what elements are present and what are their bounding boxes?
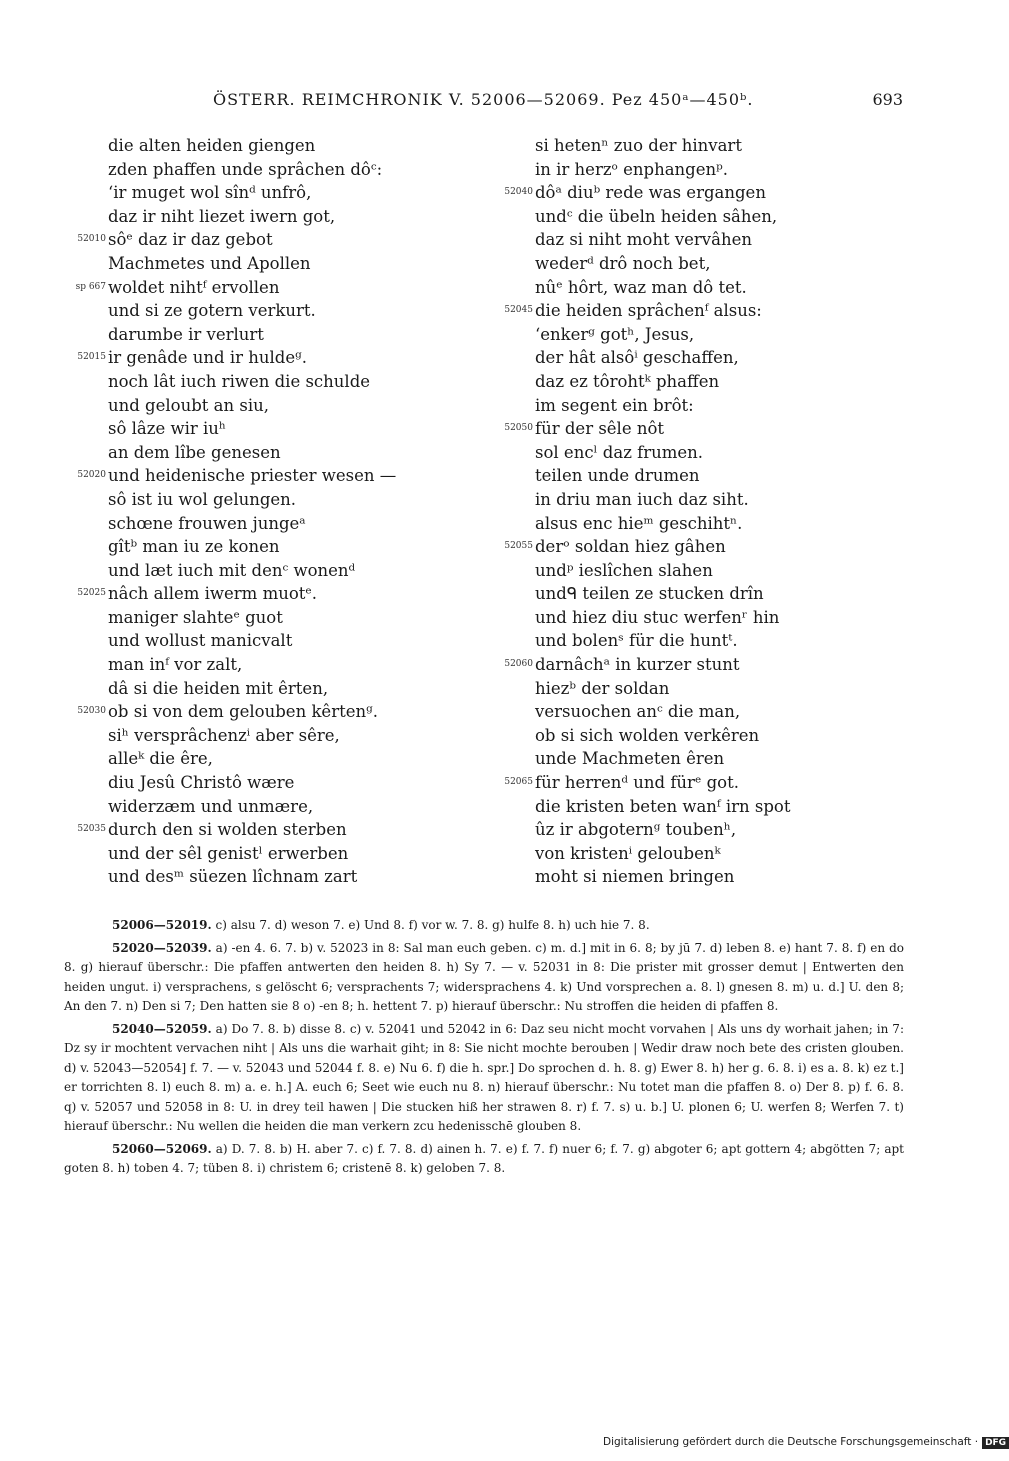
dfg-logo: DFG: [982, 1437, 1009, 1449]
line-number: 52065: [504, 777, 533, 788]
verse-line: [495, 299, 835, 323]
line-number: 52030: [77, 706, 106, 717]
verse-text: moht si niemen bringen: [535, 867, 735, 887]
verse-line: [495, 441, 835, 465]
verse-line: [60, 629, 460, 653]
verse-line: [60, 205, 460, 229]
verse-line: [60, 559, 460, 583]
verse-text: wederᵈ drô noch bet,: [535, 253, 711, 273]
verse-text: diu Jesû Christô wære: [108, 773, 295, 793]
verse-text: für der sêle nôt: [535, 419, 665, 439]
verse-text: die kristen beten wanᶠ irn spot: [535, 796, 791, 816]
verse-line: [495, 535, 835, 559]
verse-text: dâ si die heiden mit êrten,: [108, 678, 329, 698]
verse-text: derᵒ soldan hiez gâhen: [535, 537, 726, 557]
verse-text: und heidenische priester wesen —: [108, 466, 397, 486]
verse-line: [495, 370, 835, 394]
note-range: 52006—52019.: [112, 918, 212, 932]
verse-line: [495, 724, 835, 748]
line-number: 52040: [504, 187, 533, 198]
verse-line: [495, 842, 835, 866]
verse-text: daz ir niht liezet iwern got,: [108, 206, 336, 226]
verse-line: [495, 158, 835, 182]
verse-text: und si ze gotern verkurt.: [108, 301, 316, 321]
page-number: 693: [872, 90, 903, 109]
verse-line: [495, 559, 835, 583]
page-header: [0, 90, 1000, 118]
verse-text: der hât alsôⁱ geschaffen,: [535, 348, 739, 368]
note-range: 52060—52069.: [112, 1141, 212, 1156]
verse-line: [60, 417, 460, 441]
line-number: 52010: [77, 234, 106, 245]
note-text: a) -en 4. 6. 7. b) v. 52023 in 8: Sal man euch geben. c) m. d.] mit in 6. 8; by jū 7. d) leben 8. e) hant 7. 8. f) en do 8. g) hierauf überschr.: Die pfaffen antwerten den heiden 8. h) Sy 7. — v. 52031 in 8: Die prister mit grosser demut | Entwerten den heiden ungut. i) versprachens, s gelöscht 6; versprachents 7; widersprachens 4. k) Und vorsprechen a. 8. l) gnesen 8. m) u. d.] U. den 8; An den 7. n) Den si 7; Den hatten sie 8 o) -en 8; h. hettent 7. p) hierauf überschr.: Nu stroffen die heiden di pfaffen 8.: [64, 940, 904, 1013]
verse-line: [60, 582, 460, 606]
verse-text: ir genâde und ir huldeᵍ.: [108, 348, 307, 368]
verse-text: widerzæm und unmære,: [108, 796, 314, 816]
line-number: 52025: [77, 588, 106, 599]
verse-text: dôᵃ diuᵇ rede was ergangen: [535, 183, 766, 203]
apparatus-note: [64, 1140, 904, 1179]
verse-text: die alten heiden giengen: [108, 136, 316, 155]
left-verse-column: [60, 134, 460, 889]
verse-text: nâch allem iwerm muotᵉ.: [108, 584, 318, 604]
verse-text: die heiden sprâchenᶠ alsus:: [535, 301, 762, 321]
verse-text: daz si niht moht vervâhen: [535, 230, 752, 250]
verse-text: woldet nihtᶠ ervollen: [108, 277, 280, 297]
verse-text: in ir herzᵒ enphangenᵖ.: [535, 159, 728, 179]
verse-text: ob si von dem gelouben kêrtenᵍ.: [108, 702, 378, 722]
verse-line: [60, 252, 460, 276]
verse-text: Machmetes und Apollen: [108, 253, 311, 273]
verse-line: [60, 535, 460, 559]
line-number: 52060: [504, 659, 533, 670]
verse-text: und der sêl genistˡ erwerben: [108, 843, 349, 863]
verse-line: [60, 158, 460, 182]
apparatus-note: [64, 916, 904, 936]
line-number: 52045: [504, 305, 533, 316]
verse-text: ʻir muget wol sînᵈ unfrô,: [108, 183, 312, 203]
verse-line: [495, 464, 835, 488]
verse-text: unde Machmeten êren: [535, 749, 725, 769]
verse-line: [495, 323, 835, 347]
note-range: 52020—52039.: [112, 940, 212, 955]
verse-text: alleᵏ die êre,: [108, 749, 213, 769]
verse-text: man inᶠ vor zalt,: [108, 655, 243, 675]
right-verse-column: [495, 134, 835, 889]
verse-text: durch den si wolden sterben: [108, 820, 347, 840]
verse-text: sol encˡ daz frumen.: [535, 442, 704, 462]
verse-text: undᵖ ieslîchen slahen: [535, 560, 713, 580]
verse-line: [495, 512, 835, 536]
verse-line: [60, 700, 460, 724]
verse-text: und bolenˢ für die huntᵗ.: [535, 631, 738, 651]
verse-line: [60, 299, 460, 323]
apparatus-note: [64, 939, 904, 1017]
verse-text: und læt iuch mit denᶜ wonenᵈ: [108, 560, 356, 580]
verse-text: alsus enc hieᵐ geschihtⁿ.: [535, 513, 743, 533]
verse-line: [495, 865, 835, 889]
verse-line: [60, 724, 460, 748]
verse-text: si hetenⁿ zuo der hinvart: [535, 136, 742, 155]
footer-text: Digitalisierung gefördert durch die Deutsche Forschungsgemeinschaft ·: [603, 1436, 979, 1448]
verse-text: versuochen anᶜ die man,: [535, 702, 741, 722]
verse-line: [60, 653, 460, 677]
verse-line: [60, 865, 460, 889]
funding-footer: [603, 1436, 1009, 1449]
verse-line: [495, 346, 835, 370]
line-number: 52035: [77, 824, 106, 835]
running-title: ÖSTERR. REIMCHRONIK V. 52006—52069. Pez 450ᵃ—450ᵇ.: [213, 90, 754, 109]
verse-line: [495, 747, 835, 771]
verse-line: [495, 394, 835, 418]
verse-line: [60, 346, 460, 370]
verse-text: und geloubt an siu,: [108, 395, 269, 415]
verse-line: [495, 488, 835, 512]
verse-text: hiezᵇ der soldan: [535, 678, 670, 698]
verse-text: ob si sich wolden verkêren: [535, 725, 760, 745]
verse-text: und desᵐ süezen lîchnam zart: [108, 867, 358, 887]
verse-line: [495, 700, 835, 724]
verse-text: von kristenⁱ geloubenᵏ: [535, 843, 721, 863]
verse-line: [495, 771, 835, 795]
verse-text: für herrenᵈ und fürᵉ got.: [535, 773, 739, 793]
verse-text: nûᵉ hôrt, waz man dô tet.: [535, 277, 747, 297]
verse-text: ʻenkerᵍ gotʰ, Jesus,: [535, 324, 695, 344]
note-text: c) alsu 7. d) weson 7. e) Und 8. f) vor w. 7. 8. g) hulfe 8. h) uch hie 7. 8.: [215, 918, 650, 932]
verse-line: [60, 441, 460, 465]
verse-line: [495, 417, 835, 441]
verse-text: sô lâze wir iuʰ: [108, 419, 227, 439]
verse-text: daz ez tôrohtᵏ phaffen: [535, 371, 720, 391]
verse-text: undᑫ teilen ze stucken drîn: [535, 584, 764, 604]
verse-line: [60, 771, 460, 795]
verse-text: sôᵉ daz ir daz gebot: [108, 230, 273, 250]
note-text: a) D. 7. 8. b) H. aber 7. c) f. 7. 8. d) ainen h. 7. e) f. 7. f) nuer 6; f. 7. g) abgoter 6; apt gottern 4; abgötten 7; apt goten 8. h) toben 4. 7; tüben 8. i) christem 6; cristenē 8. k) geloben 7. 8.: [64, 1141, 904, 1175]
verse-line: [495, 818, 835, 842]
verse-line: [60, 464, 460, 488]
verse-text: gîtᵇ man iu ze konen: [108, 537, 280, 557]
verse-text: schœne frouwen jungeᵃ: [108, 513, 306, 533]
verse-line: [60, 276, 460, 300]
line-number: 52020: [77, 470, 106, 481]
verse-line: [495, 181, 835, 205]
verse-text: teilen unde drumen: [535, 466, 700, 486]
verse-line: [60, 747, 460, 771]
verse-line: [60, 488, 460, 512]
verse-line: [60, 512, 460, 536]
verse-line: [60, 134, 460, 158]
verse-line: [60, 677, 460, 701]
verse-line: [60, 181, 460, 205]
verse-text: im segent ein brôt:: [535, 395, 694, 415]
critical-apparatus: [64, 916, 904, 1182]
verse-text: darnâchᵃ in kurzer stunt: [535, 655, 740, 675]
verse-line: [495, 653, 835, 677]
line-number: 52015: [77, 352, 106, 363]
verse-line: [60, 228, 460, 252]
verse-line: [60, 394, 460, 418]
verse-line: [60, 818, 460, 842]
apparatus-note: [64, 1020, 904, 1137]
verse-text: und wollust manicvalt: [108, 631, 293, 651]
verse-text: maniger slahteᵉ guot: [108, 607, 283, 627]
line-number: sp 667: [75, 281, 106, 292]
line-number: 52055: [504, 541, 533, 552]
verse-line: [60, 606, 460, 630]
verse-text: noch lât iuch riwen die schulde: [108, 371, 371, 391]
verse-line: [495, 134, 835, 158]
verse-text: sô ist iu wol gelungen.: [108, 489, 297, 509]
verse-line: [495, 629, 835, 653]
note-range: 52040—52059.: [112, 1021, 212, 1036]
verse-text: darumbe ir verlurt: [108, 324, 264, 344]
verse-line: [60, 370, 460, 394]
verse-line: [495, 252, 835, 276]
verse-line: [60, 842, 460, 866]
verse-line: [495, 205, 835, 229]
verse-line: [495, 276, 835, 300]
verse-line: [60, 323, 460, 347]
verse-line: [495, 582, 835, 606]
verse-line: [495, 795, 835, 819]
verse-line: [495, 606, 835, 630]
verse-line: [495, 677, 835, 701]
verse-line: [60, 795, 460, 819]
verse-text: ûz ir abgoternᵍ toubenʰ,: [535, 820, 737, 840]
verse-text: in driu man iuch daz siht.: [535, 489, 749, 509]
line-number: 52050: [504, 423, 533, 434]
verse-line: [495, 228, 835, 252]
verse-text: siʰ versprâchenzⁱ aber sêre,: [108, 725, 340, 745]
note-text: a) Do 7. 8. b) disse 8. c) v. 52041 und 52042 in 6: Daz seu nicht mocht vorvahen | Als uns dy worhait jahen; in 7: Dz sy ir mochtent vervachen niht | Als uns die warhait giht; in 8: Sie nicht mochte berouben | Wedir draw noch bete des cristen glouben. d) v. 52043—52054] f. 7. — v. 52043 und 52044 f. 8. e) Nu 6. f) die h. spr.] Do sprochen d. h. 8. g) Ewer 8. h) her g. 6. 8. i) es a. 8. k) ez t.] er torrichten 8. l) euch 8. m) a. e. h.] A. euch 6; Seet wie euch nu 8. n) hierauf überschr.: Nu totet man die pfaffen 8. o) Der 8. p) f. 6. 8. q) v. 52057 und 52058 in 8: U. in drey teil hawen | Die stucken hiß her strawen 8. r) f. 7. s) u. b.] U. plonen 6; U. werfen 8; Werfen 7. t) hierauf überschr.: Nu wellen die heiden die man verkern zcu hedenisschē glouben 8.: [64, 1021, 904, 1133]
verse-text: und hiez diu stuc werfenʳ hin: [535, 607, 780, 627]
verse-text: an dem lîbe genesen: [108, 442, 281, 462]
verse-text: undᶜ die übeln heiden sâhen,: [535, 206, 778, 226]
verse-text: zden phaffen unde sprâchen dôᶜ:: [108, 159, 383, 179]
